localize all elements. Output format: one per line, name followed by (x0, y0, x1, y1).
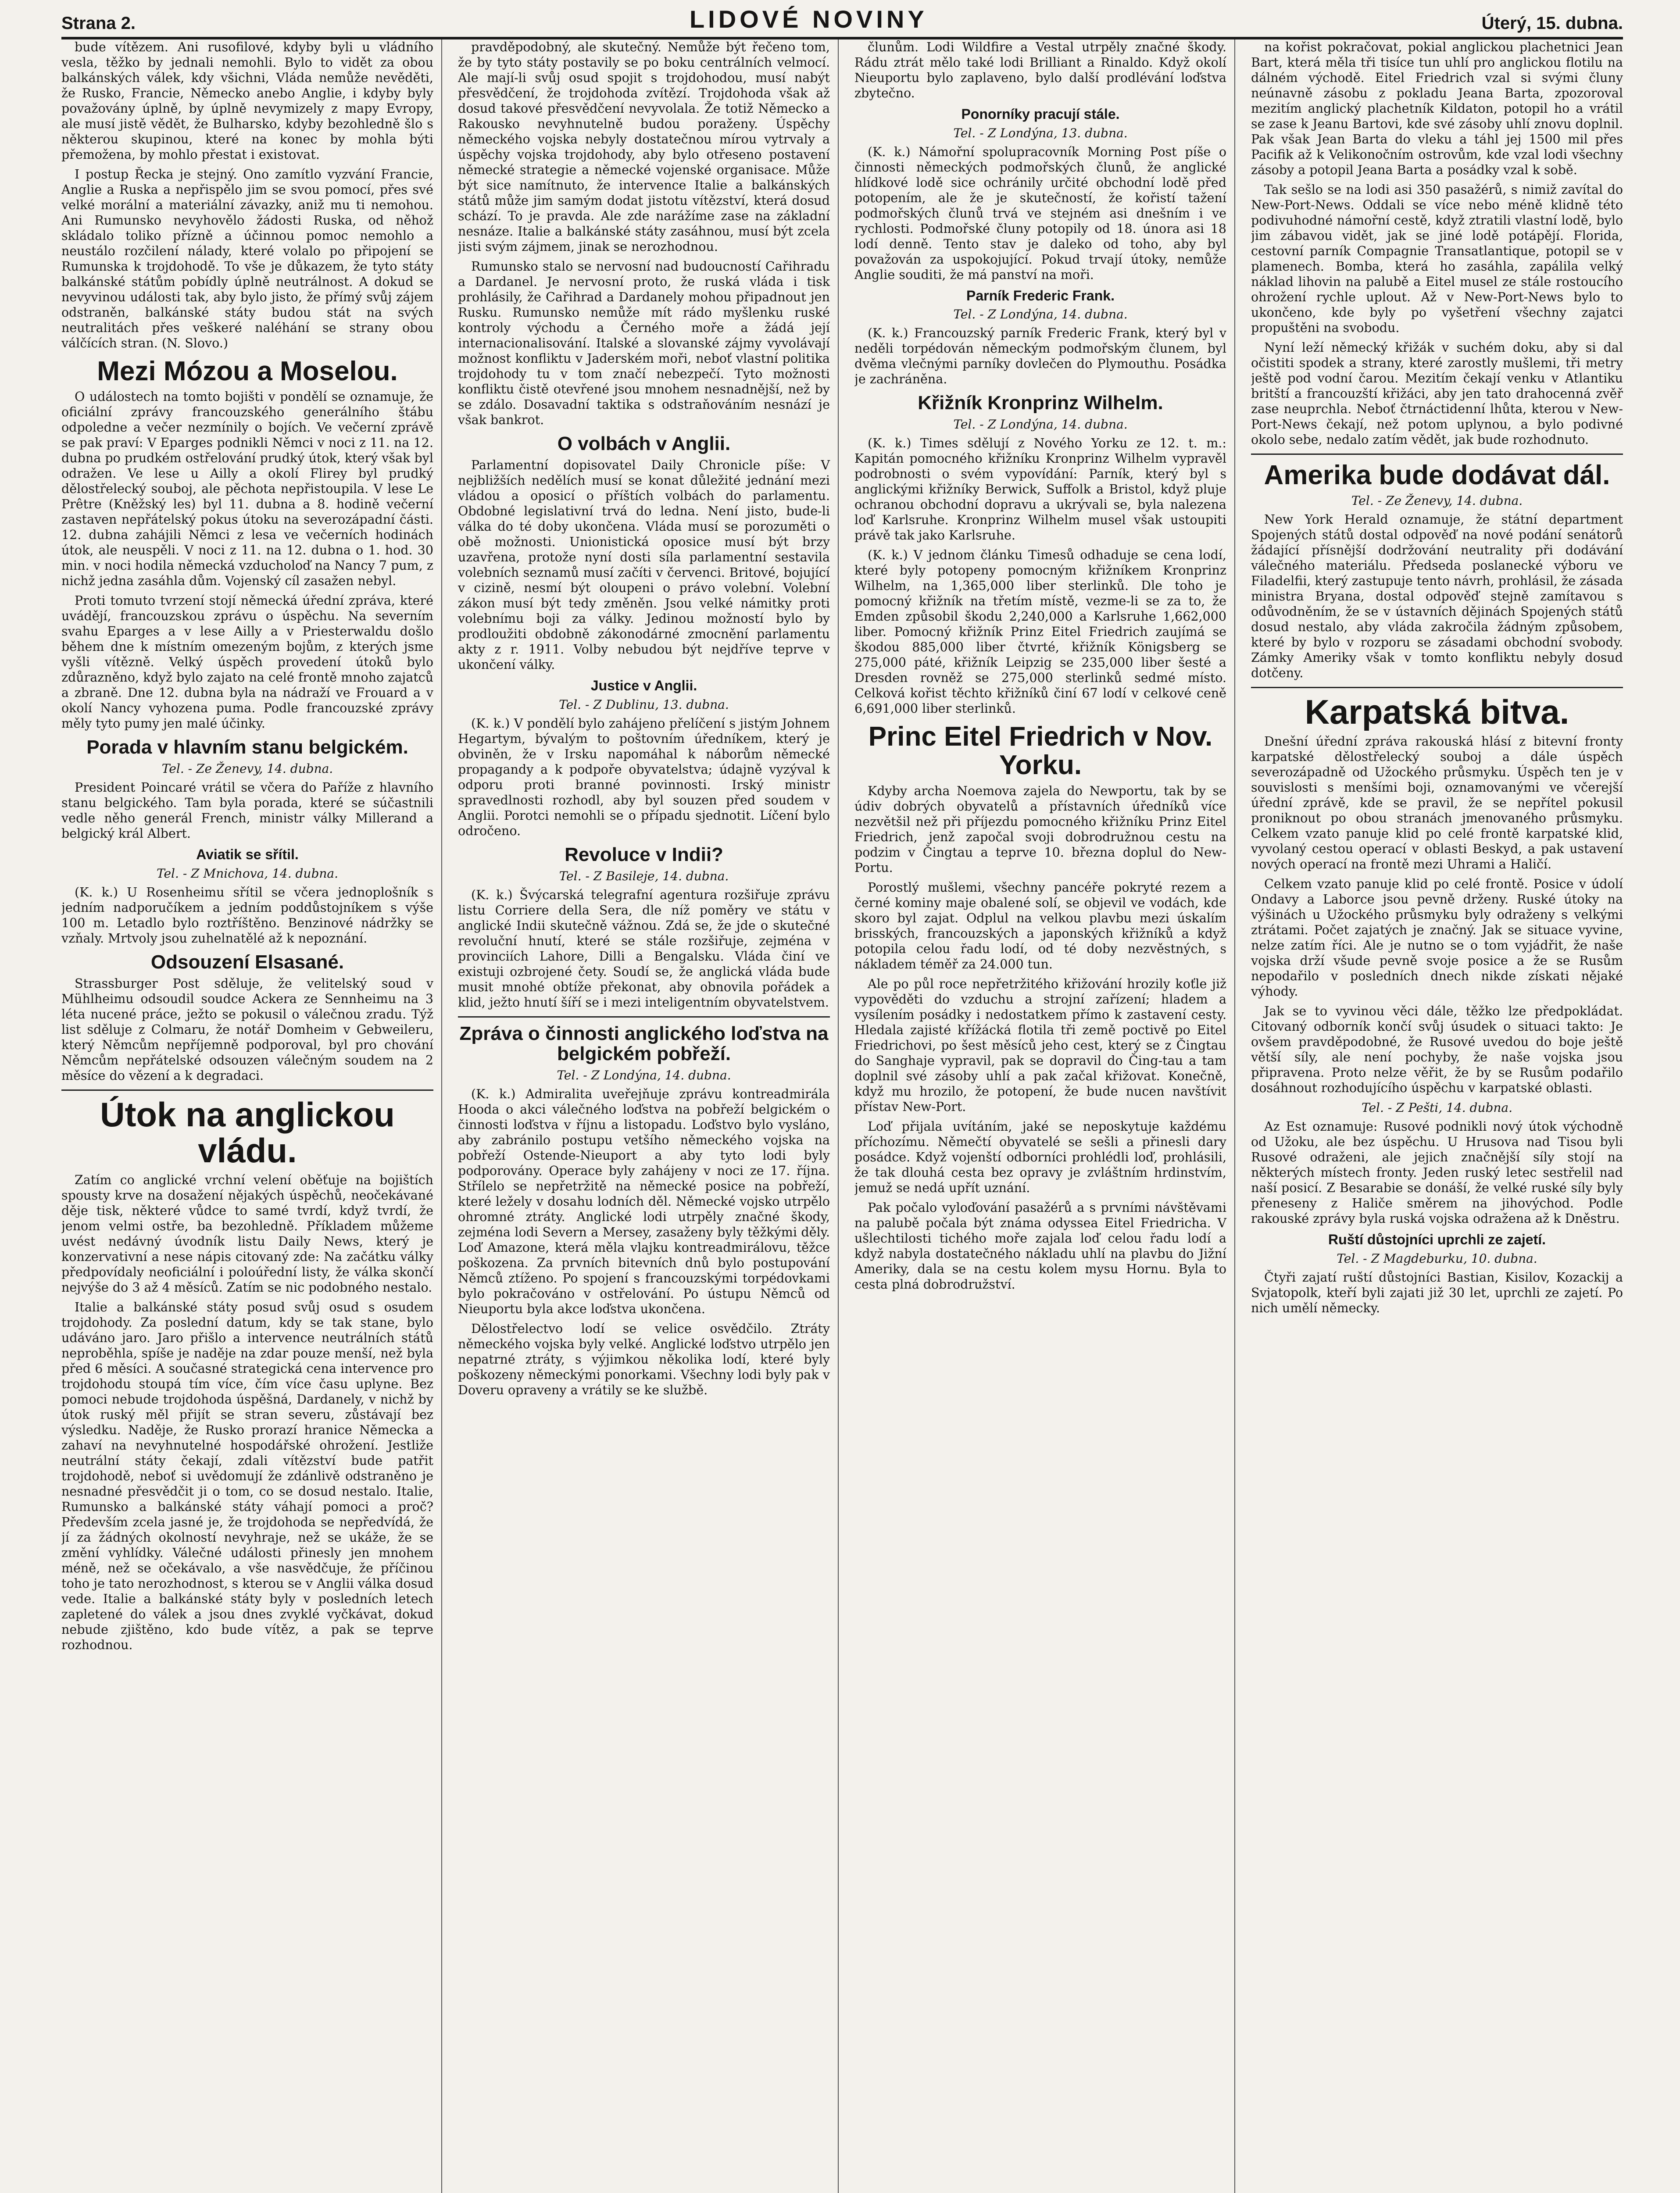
dateline: Tel. - Z Mnichova, 14. dubna. (156, 866, 339, 881)
article-paragraph: Rumunsko stalo se nervosní nad budoucností Cařihradu a Dardanel. Je nervosní proto, že ruská vláda i tisk prohlásily, že Cařihrad a Dardanely mohou připadnout jen Rusku. Rumunsko nemůže mít rádo myšlenku ruské kontroly východu a Černého moře a žádá její internacionalisování. Italské a slovanské zájmy vyvolávají možnost konfliktu v Jaderském moři, neboť vlastní politika trojdohody tu v tom značí nebezpečí. Tyto možnosti konfliktu čistě otevřené jsou mnohem nesnadnější, než by se zdálo. Dosavadní taktika s odstraňováním nesnází je však bankrot. (458, 259, 830, 427)
article-headline: Ruští důstojníci uprchli ze zajetí. (1328, 1231, 1546, 1247)
dateline: Tel. - Z Basileje, 14. dubna. (559, 868, 729, 883)
dateline: Tel. - Z Dublinu, 13. dubna. (559, 697, 729, 712)
article-headline: Princ Eitel Friedrich v Nov. Yorku. (868, 721, 1213, 781)
dateline: Tel. - Z Magdeburku, 10. dubna. (1337, 1251, 1537, 1266)
article-paragraph: Pak počalo vyloďování pasažérů a s prvními návštěvami na palubě počala být známa odyssea Eitel Friedricha. V ušlechtilosti tichého moře zajala loď celou řadu lodí a když nabyla dostatečného nákladu uhlí na plavbu do Jižní Ameriky, dala se na cestu kolem mysu Hornu. Byla to cesta plná dobrodružství. (854, 1200, 1226, 1292)
article-paragraph: Strassburger Post sděluje, že velitelský soud v Mühlheimu odsoudil soudce Ackera ze Sennheimu na 3 léta nucené práce, ježto se pokusil o válečnou zradu. Týž list sděluje z Colmaru, že notář Domheim v Gebweileru, který Němcům nepříjemně podporoval, byl pro chování Němcům nepřátelské odsouzen válečným soudem na 2 měsíce do vězení a k degradaci. (61, 976, 433, 1083)
article-paragraph: Tak sešlo se na lodi asi 350 pasažérů, s nimiž zavítal do New-Port-News. Oddali se více nebo méně klidně této podivuhodné námořní cestě, když ztratili vlastní lodě, bylo jim zábavou vidět, jak se jiné lodě potápějí. Florida, cestovní parník Compagnie Transatlantique, potopil se v plamenech. Bomba, která ho zasáhla, zapálila velký náklad lihovin na palubě a Eitel musel ze stále rostoucího ohrožení rychle uplout. Až v New-Port-News bylo to ukončeno, kde byly po vyšetření všechny zajatci propuštěni na svobodu. (1251, 182, 1623, 335)
article-paragraph: O událostech na tomto bojišti v pondělí se oznamuje, že oficiální zprávy francouzského generálního štábu odpoledne a večer nezmínily o bojích. Ve večerní zprávě se pak praví: V Eparges podnikli Němci v noci z 11. na 12. dubna po prudkém ostřelování prudký útok, který však byl odražen. Ve lese u Ailly a okolí Flirey byl prudký dělostřelecký souboj, ale pěchota nepřistoupila. V lese Le Prêtre (Kněžský les) byl 11. dubna a 8. hodině večerní zastaven nepřátelský pokus útoku na severozápadní části. 12. dubna zahájili Němci z lesa ve večerních hodinách útok, ale neuspěli. V noci z 11. na 12. dubna o 1. hod. 30 min. v noci hodila německá vzducholoď na Nancy 7 pum, z nichž jedna zasáhla dům. Vojenský cíl zasažen nebyl. (61, 389, 433, 589)
dateline: Tel. - Z Londýna, 14. dubna. (953, 307, 1128, 322)
issue-date: Úterý, 15. dubna. (1481, 14, 1623, 33)
article-headline: Křižník Kronprinz Wilhelm. (918, 392, 1163, 414)
article-headline: Revoluce v Indii? (565, 843, 723, 865)
article-headline: Mezi Mózou a Moselou. (97, 356, 398, 386)
dateline: Tel. - Z Londýna, 13. dubna. (953, 125, 1128, 140)
article-paragraph: Čtyři zajatí ruští důstojníci Bastian, Kisilov, Kozackij a Svjatopolk, kteří byli zajati již 30 let, uprchli ze zajetí. Po nich umělí německy. (1251, 1270, 1623, 1315)
article-paragraph: Porostlý mušlemi, všechny pancéře pokryté rezem a černé kominy maje obalené solí, se objevil ve vodách, kde skoro byl zajat. Odplul na velkou plavbu mezi úskalím brisských, francouzských a japonských křižníků a když potopila celou řadu lodí, od té doby nezvěstných, s nákladem téměř za 24.000 tun. (854, 880, 1226, 971)
section-divider (1251, 454, 1623, 455)
article-paragraph: Loď přijala uvítáním, jaké se neposkytuje každému příchozímu. Němečtí obyvatelé se sešli a přinesli dary posádce. Když vojenští odborníci prohlédli loď, prohlásili, že tak dlouhá cesta bez opravy je zvláštním hrdinstvím, jemuž se nedá upřít uznání. (854, 1119, 1226, 1195)
article-paragraph: Ale po půl roce nepřetržitého křižování hrozily koťle již vypověděti do vzduchu a strojní zařízení; hladem a vysílením posádky i nedostatkem přímo k zastavení cesty. Hledala zajisté křížácká flotila tři země poctivě po Eitel Friedrichovi, po šest měsíců jeho cest, který se z Čingtau do Sanghaje vypravil, pak se dopravil do Čing-tau a tam doplnil své zásoby uhlí a pak začal křižovat. Konečně, když mu hrozilo, že potopení, že bude nucen navštívit přístav New-Port. (854, 976, 1226, 1114)
article-headline: Amerika bude dodávat dál. (1264, 460, 1610, 490)
article-paragraph: pravděpodobný, ale skutečný. Nemůže být řečeno tom, že by tyto státy postavily se po boku centrálních velmocí. Ale mají-li svůj osud spojit s trojdohodou, musí nabýt přesvědčení, že trojdohoda zvítězí. Trojdohoda však až dosud takové přesvědčení nevyvolala. Že totiž Německo a Rakousko nevyhnutelně budou poraženy. Úspěchy německého vojska nebyly dostatečnou mírou vytrvaly a úspěchy vojska trojdohody, aby bylo otřeseno postavení německé strategie a německé vojenské organisace. Může být sice namítnuto, že intervence Italie a balkánských států může jim samým dodat jistotu vítězství, která dosud schází. To je pravda. Ale zde narážíme zase na základní nesnáze. Italie a balkánské státy zasáhnou, musí být zcela jisti svým zájmem, jinak se nerozhodnou. (458, 40, 830, 254)
article-paragraph: bude vítězem. Ani rusofilové, kdyby byli u vládního vesla, těžko by jednali nemohli. Bylo to vidět za obou balkánských válek, kdy všichni, Vláda nemůže nevěděti, že Rusko, Francie, Německo anebo Anglie, i kdyby byly považovány úplně, by úplně nevymizely z mapy Evropy, ale musí jistě vědět, že Bulharsko, kdyby bezohledně šlo s některou skupinou, které na konec by mohla býti přemožena, by mohlo přestat i existovat. (61, 40, 433, 162)
article-paragraph: (K. k.) Times sdělují z Nového Yorku ze 12. t. m.: Kapitán pomocného křižníku Kronprinz Wilhelm vypravěl podrobnosti o svém vypovídání: Parník, který byl s anglickými křižníky Berwick, Suffolk a Bristol, když pluje ochranou obchodní dopravu a ukrývali se, byla nalezena loď Karlsruhe. Kronprinz Wilhelm musel však ustoupiti právě tak jako Karlsruhe. (854, 436, 1226, 543)
article-paragraph: Jak se to vyvinou věci dále, těžko lze předpokládat. Citovaný odborník končí svůj úsudek o situaci takto: Je ovšem pravděpodobné, že Rusové uvedou do boje ještě větší síly, ale není pochyby, že naše vojska jsou připravena. Proto nelze věřit, že by se Rusům podařilo dosáhnout rozhodujícího úspěchu v karpatské oblasti. (1251, 1004, 1623, 1095)
article-paragraph: Nyní leží německý křižák v suchém doku, aby si dal očistiti spodek a strany, které zarostly mušlemi, tři metry ještě pod vodní čarou. Mezitím čekají venku v Atlantiku britští a francouzští křižáci, aby jen tato drahocenná zvěř zase neuprchla. Neboť čtrnáctidenní lhůta, kterou v New-Port-News čekají, než potom uplynou, a bylo podivné okolo sebe, nedalo zatím vědět, jak bude rozhodnuto. (1251, 340, 1623, 447)
article-headline: Porada v hlavním stanu belgickém. (86, 736, 408, 758)
dateline: Tel. - Z Londýna, 14. dubna. (557, 1068, 731, 1083)
masthead (61, 5, 1623, 39)
newspaper-title: LIDOVÉ NOVINY (689, 5, 928, 33)
article-headline: Justice v Anglii. (590, 678, 697, 694)
article-paragraph: Az Est oznamuje: Rusové podnikli nový útok východně od Užoku, ale bez úspěchu. U Hrusova nad Tisou byli Rusové odraženi, ale jejich značnější síly stojí na některých místech fronty. Jeden ruský letec sestřelil nad naší posicí. Z Besarabie se donáší, že velké ruské síly byly přeneseny z Haliče směrem na jihovýchod. Podle rakouské zprávy byla ruská vojska odražena až k Dněstru. (1251, 1119, 1623, 1226)
dateline: Tel. - Ze Ženevy, 14. dubna. (1351, 493, 1523, 508)
article-headline: O volbách v Anglii. (557, 433, 731, 454)
article-paragraph: Parlamentní dopisovatel Daily Chronicle píše: V nejbližších nedělích musí se konat důležité jednání mezi vládou a oposicí o příštích volbách do parlamentu. Obdobné legislativní trvá do ledna. Není jisto, bude-li válka do té doby ukončena. Vláda musí se porozuměti o obě možnosti. Unionistická oposice musí být brzy uzavřena, protože nyní dosti síla parlamentní sestavila volebních seznamů musí začíti v červenci. Britové, bojující v cizině, nesmí být oloupeni o právo volební. Volební zákon musí být tedy změněn. Jsou velké námitky proti volebnímu boji za války. Jedinou možností bylo by prodloužiti obdobně zákonodárné zmocnění parlamentu akty z r. 1911. Volby nebudou být nejdříve teprve v ukončení války. (458, 458, 830, 672)
article-paragraph: (K. k.) V jednom článku Timesů odhaduje se cena lodí, které byly potopeny pomocným křižníkem Kronprinz Wilhelm, na 1,365,000 liber sterlinků. Dle toho je pomocný křižník na třetím místě, vezme-li se za to, že Emden způsobil škodu 2,240,000 a Karlsruhe 1,662,000 liber. Pomocný křižník Prinz Eitel Friedrich zaujímá se škodou 885,000 liber čtvrté, křižník Königsberg se 275,000 páté, křižník Leipzig se 235,000 liber šesté a Dresden rovněž se 275,000 sterlinků sedmé místo. Celková kořist těchto křižníků činí 67 lodí v celkové ceně 6,691,000 liber sterlinků. (854, 548, 1226, 716)
column-4 (1251, 39, 1623, 2193)
article-paragraph: Italie a balkánské státy posud svůj osud s osudem trojdohody. Za poslední datum, kdy se tak stane, bylo udáváno jaro. Jaro přišlo a intervence neutrálních států neproběhla, spíše je naděje na zdar pouze menší, než byla před 6 měsíci. A současné strategická cena intervence pro trojdohodu stoupá tím více, čím více času uplyne. Bez pomoci nebude trojdohoda úspěšná, Dardanely, v nichž by útok ruský měl přijít se stran severu, zůstávají bez výsledku. Naděje, že Rusko prorazí hranice Německa a zahaví na nevyhnutelné hospodářské ohrožení. Jestliže neutrální státy čekají, zdali vítězství bude patřit trojdohodě, neboť si uvědomují že zdánlivě odstraněno je nesnadné přesvědčit ji o tom, co se dosud nestalo. Italie, Rumunsko a balkánské státy váhají pomoci a proč? Především zcela jasné je, že trojdohoda se nepředvídá, že jí za žádných okolností nevyhraje, než se ukáže, že se změní vyhlídky. Válečné události přinesly jen mnohem méně, než se očekávalo, a vše nasvědčuje, že příčinou toho je tato nerozhodnost, s kterou se v Anglii válka dosud vede. Italie a balkánské státy byly v posledních letech zapletené do válek a jsou dnes zvyklé vyčkávat, dokud nebude zjištěno, kdo bude vítěz, a pak se teprve rozhodnou. (61, 1300, 433, 1652)
article-paragraph: (K. k.) Francouzský parník Frederic Frank, který byl v neděli torpédován německým podmořským člunem, byl dvěma vlečnými parníky dovlečen do Plymouthu. Posádka je zachráněna. (854, 326, 1226, 387)
article-paragraph: I postup Řecka je stejný. Ono zamítlo vyzvání Francie, Anglie a Ruska a nepřispělo jim se svou pomocí, přes své velké morální a materiální závazky, aniž mu ti nemohou. Ani Rumunsko nevyhovělo žádosti Ruska, od něhož skládalo toliko přízně a účinnou pomoc nemohlo a neustálo rozčilení nálady, které volalo po připojení se Rumunska k trojdohodě. To vše je důkazem, že tyto státy balkánské státům pobídly úplně neutrálnost. A dokud se nevyvinou události tak, aby bylo jisto, že přímý svůj zájem odstraněn, balkánské státy budou stát na svých neutralitách přes veškeré naléhání se strany obou válčících stran. (N. Slovo.) (61, 167, 433, 350)
article-paragraph: Dnešní úřední zpráva rakouská hlásí z bitevní fronty karpatské dělostřelecký souboj a dále úspěch severozápadně od Užockého průsmyku. Úspěch ten je v souvislosti s menšími boji, oznamovanými ve včerejší úřední zprávě, kde se pravil, že se nepřítel pokusil proniknout po obou stranách jmenovaného průsmyku. Celkem vzato panuje klid po celé frontě karpatské klid, vyvolaný cestou operací v oblasti Beskyd, a pak ustavení nových operací na frontě mezi Uhrami a Haličí. (1251, 734, 1623, 871)
article-paragraph: (K. k.) V pondělí bylo zahájeno přelíčení s jistým Johnem Hegartym, bývalým to poštovním úředníkem, který je obviněn, že v Irsku napomáhal k náborům německé propagandy a k podpoře obyvatelstva; údajně vyzýval k odporu proti branné povinnosti. Irský ministr spravedlnosti rozhodl, aby byl souzen před soudem v Anglii. Porotci nemohli se o případu sjednotit. Líčení bylo odročeno. (458, 716, 830, 838)
article-paragraph: (K. k.) U Rosenheimu sřítil se včera jednoplošník s jedním nadporučíkem a jedním poddůstojníkem s výše 100 m. Letadlo bylo roztříštěno. Benzinové nádržky se vzňaly. Mrtvoly jsou zuhelnatělé až k nepoznání. (61, 885, 433, 946)
article-paragraph: (K. k.) Švýcarská telegrafní agentura rozšiřuje zprávu listu Corriere della Sera, dle níž poměry ve státu v anglické Indii skutečně vážnou. Zdá se, že jde o skutečné revoluční hnutí, které se stále rozšiřuje, zejména v provinciích Lahore, Dilli a Bengalsku. Vláda činí ve existuji ozbrojené čety. Soudí se, že anglická vláda bude musit mnohé obtíže překonat, aby obnovila pořádek a klid, ježto hnutí šíří se i mezi inteligentním obyvatelstvem. (458, 887, 830, 1010)
section-divider (61, 1089, 433, 1091)
article-headline: Karpatská bitva. (1305, 693, 1569, 732)
dateline: Tel. - Ze Ženevy, 14. dubna. (161, 761, 333, 776)
column-1 (61, 39, 442, 2193)
section-divider (458, 1016, 830, 1018)
article-paragraph: Proti tomuto tvrzení stojí německá úřední zpráva, které uvádějí, francouzskou zprávu o úspěchu. Na severním svahu Eparges a v lese Ailly a v Priesterwaldu došlo během dne k místním omezeným bojům, z kterých jsme vyšli vítězně. Velký úspěch provedení útoků bylo zdůrazněno, když bylo zajato na celé frontě mnoho zajatců a zbraně. Dne 12. dubna byla na nádraží ve Frouard a v okolí Nancy vyhozena puma. Podle francouzské zprávy měly tyto pumy jen malé účinky. (61, 593, 433, 731)
article-paragraph: Kdyby archa Noemova zajela do Newportu, tak by se údiv dobrých obyvatelů a přístavních úředníků více nezvětšil než při příjezdu pomocného křižníku Prinz Eitel Friedrich, jenž započal svoji dobrodružnou cestu na podzim v Čingtau a teprve 10. března doplul do New-Portu. (854, 783, 1226, 875)
article-paragraph: New York Herald oznamuje, že státní department Spojených států dostal odpověď na nové podání senátorů žádající přísnější dodržování neutrality při dodávání válečného materiálu. Předseda poslanecké výboru ve Filadelfii, který zastupuje tento návrh, prohlásil, že zásada ministra Bryana, dostal odpověď stejně zamítavou s odůvodněním, že se v ústavních dějinách Spojených států dosud nestalo, aby vláda zakročila žádným způsobem, které by bylo v rozporu se zásadami obchodní svobody. Zámky Ameriky však v tomto konfliktu nebyly dosud dotčeny. (1251, 512, 1623, 681)
dateline: Tel. - Z Londýna, 14. dubna. (953, 417, 1128, 432)
article-paragraph: (K. k.) Admiralita uveřejňuje zprávu kontreadmirála Hooda o akci válečného loďstva na pobřeží belgickém o činnosti loďstva v říjnu a listopadu. Loďstvo bylo vysláno, aby zabránilo postupu vetšího německého vojska na pobřeží Ostende-Nieuport a aby tyto lodi byly podporovány. Operace byly zahájeny v noci ze 17. října. Střílelo se nepřetržitě na německé posice na pobřeží, které ležely v dosahu lodních děl. Německé vojsko utrpělo ohromné ztráty. Anglické lodi utrpěly značné škody, zejména lodi Severn a Mersey, zasaženy byly těžkými děly. Loď Amazone, která měla vlajku kontreadmirálovu, těžce poškozena. Za prvních bitevních dnů bylo postupování Němců ztíženo. Po spojení s francouzskými torpédovkami bylo pokračováno v ostřelování. Po ústupu Němců od Nieuportu byla akce loďstva ukončena. (458, 1087, 830, 1317)
article-paragraph: člunům. Lodi Wildfire a Vestal utrpěly značné škody. Rádu ztrát mělo také lodi Brilliant a Rinaldo. Když okolí Nieuportu bylo zaplaveno, bylo další prodlévání loďstva zbytečno. (854, 40, 1226, 100)
article-paragraph: na kořist pokračovat, pokial anglickou plachetnici Jean Bart, která měla tři tisíce tun uhlí pro anglickou flotilu na dálném východě. Eitel Friedrich vzal si svými čluny neúnavně zásobu z pokladu Jeana Barta, zpozoroval mezitím anglický plachetník Kildaton, potopil ho a vrátil se zase k Jeanu Bartovi, kde své zásoby uhlí znovu doplnil. Pak však Jean Barta do vleku a táhl jej 1500 mil přes Pacifik až k Velikonočním ostrovům, kde vzal lodi všechny zásoby a potopil Jeana Barta a posádky vzal k sobě. (1251, 40, 1623, 177)
article-paragraph: Dělostřelectvo lodí se velice osvědčilo. Ztráty německého vojska byly velké. Anglické loďstvo utrpělo jen nepatrné ztráty, s výjimkou několika lodí, které byly poškozeny německými ponorkami. Všechny lodi byly pak v Doveru opraveny a vrátily se ke službě. (458, 1322, 830, 1398)
article-headline: Aviatik se sřítil. (196, 846, 299, 863)
article-paragraph: (K. k.) Námořní spolupracovník Morning Post píše o činnosti německých podmořských člunů, že anglické hlídkové lodě sice ochránily určité obchodní lodě před potopením, ale že je skutečností, že kořistí tažení podmořských člunů trvá ve stejném asi dnešním i ve rychlosti. Podmořské čluny potopily od 18. února asi 18 lodí denně. Tento stav je daleko od toho, aby byl považován za uspokojující. Pokud trvají útoky, nemůže Anglie souditi, že má panství na moři. (854, 144, 1226, 282)
article-headline: Parník Frederic Frank. (966, 287, 1115, 304)
dateline: Tel. - Z Pešti, 14. dubna. (1361, 1100, 1512, 1115)
article-headline: Zpráva o činnosti anglického loďstva na belgickém pobřeží. (459, 1022, 829, 1065)
article-paragraph: Celkem vzato panuje klid po celé frontě. Posice v údolí Ondavy a Laborce jsou pevně drženy. Ruské útoky na výšinách u Užockého průsmyku byly odraženy s velkými ztrátami. Počet zajatých je značný. Jak se situace vyvine, nelze zatím říci. Ale je nutno se o tom vyjádřit, že naše vojska drží všude pevně svoje posice a že se Rusům nepodařilo v posledních dnech nikde získati nějaké výhody. (1251, 876, 1623, 999)
column-3 (854, 39, 1235, 2193)
article-paragraph: President Poincaré vrátil se včera do Paříže z hlavního stanu belgického. Tam byla porada, které se súčastnili vedle něho generál French, ministr války Millerand a belgický král Albert. (61, 780, 433, 841)
article-paragraph: Zatím co anglické vrchní velení oběťuje na bojištích spousty krve na dosažení nějakých úspěchů, neočekávané děje tisk, některé vůdce to samé tvrdí, když tvrdí, že jenom velmi ostře, ba bezohledně. Příkladem můžeme uvést nedávný úvodník listu Daily News, který je konzervativní a nese nápis citovaný zde: Na začátku války předpovídaly neoficiální i poloúřední listy, že válka skončí nejvýše do 3 až 4 měsíců. Zatím se nic podobného nestalo. (61, 1172, 433, 1295)
section-divider (1251, 687, 1623, 688)
article-headline: Odsouzení Elsasané. (150, 951, 344, 973)
page-label: Strana 2. (61, 14, 136, 33)
article-headline: Ponorníky pracují stále. (961, 106, 1120, 122)
column-2 (458, 39, 839, 2193)
columns-container (61, 39, 1623, 2193)
article-headline: Útok na anglickou vládu. (100, 1095, 395, 1170)
